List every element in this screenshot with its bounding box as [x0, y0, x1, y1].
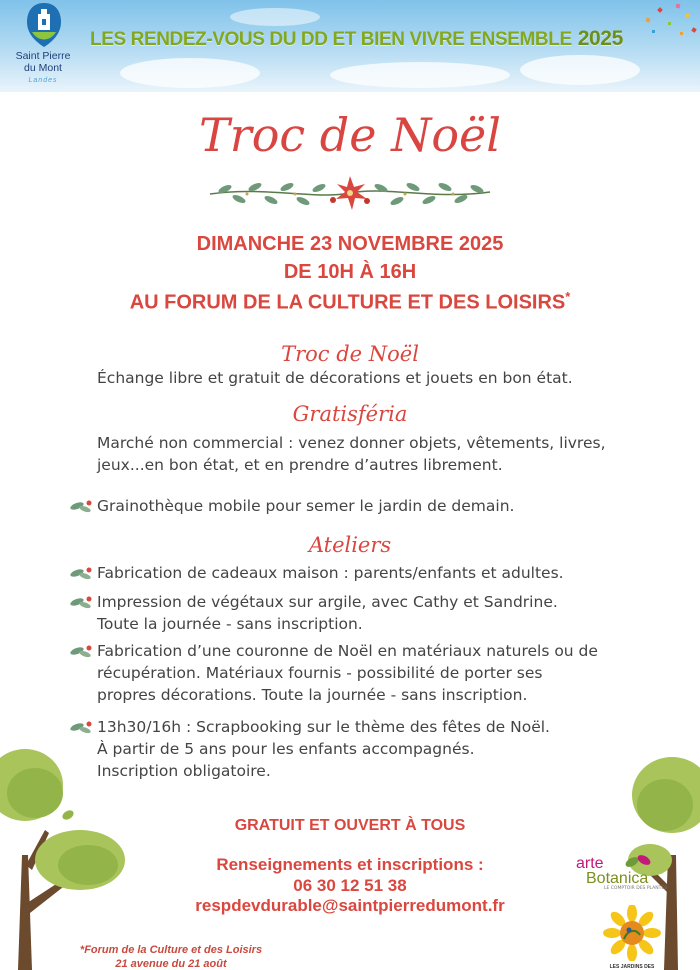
holly-bullet-icon	[70, 497, 94, 515]
atelier-4-line-3: Inscription obligatoire.	[97, 762, 271, 780]
holly-bullet-icon	[70, 593, 94, 611]
troc-description: Échange libre et gratuit de décorations et jouets en bon état.	[97, 369, 573, 387]
event-time: DE 10H À 16H	[283, 261, 417, 283]
arte-botanica-arte: arte	[576, 855, 604, 872]
atelier-3-line-2: récupération. Matériaux fournis - possibilité de porter ses	[97, 664, 543, 682]
atelier-item-3	[97, 640, 632, 706]
footnote-line-1: *Forum de la Culture et des Loisirs	[79, 944, 263, 956]
header-title	[90, 27, 670, 51]
atelier-2-line-2: Toute la journée - sans inscription.	[97, 615, 363, 633]
event-place-text: AU FORUM DE LA CULTURE ET DES LOISIRS	[129, 291, 566, 314]
atelier-4-line-1: 13h30/16h : Scrapbooking sur le thème des fêtes de Noël.	[97, 718, 550, 736]
atelier-1-line-1: Fabrication de cadeaux maison : parents/enfants et adultes.	[97, 564, 564, 582]
garland-icon	[205, 170, 495, 216]
city-logo[interactable]	[4, 0, 82, 90]
section-heading-ateliers: Ateliers	[308, 533, 392, 557]
atelier-4-line-2: À partir de 5 ans pour les enfants accompagnés.	[97, 740, 475, 758]
gratisferia-line-2: jeux...en bon état, et en prendre d’autres librement.	[97, 456, 503, 474]
atelier-3-line-1: Fabrication d’une couronne de Noël en matériaux naturels ou de	[97, 642, 598, 660]
city-name-line2: du Mont	[24, 62, 62, 74]
atelier-item-2	[97, 591, 632, 635]
header-title-text: LES RENDEZ-VOUS DU DD ET BIEN VIVRE ENSEMBLE	[90, 29, 572, 50]
atelier-3-line-3: propres décorations. Toute la journée - sans inscription.	[97, 686, 528, 704]
city-region: Landes	[28, 77, 58, 84]
atelier-2-line-1: Impression de végétaux sur argile, avec Cathy et Sandrine.	[97, 593, 558, 611]
contact-email[interactable]: respdevdurable@saintpierredumont.fr	[195, 896, 505, 915]
city-name-line1: Saint Pierre	[15, 50, 71, 62]
sunflower-logo-icon	[602, 905, 662, 961]
tree-illustration-left	[0, 735, 130, 970]
header-banner	[0, 0, 700, 92]
holly-bullet-icon	[70, 718, 94, 736]
contact-phone[interactable]: 06 30 12 51 38	[293, 876, 407, 895]
footnote-line-2: 21 avenue du 21 août	[115, 958, 227, 970]
header-year: 2025	[577, 27, 623, 50]
city-name	[4, 50, 82, 74]
arte-botanica-logo[interactable]	[576, 856, 686, 891]
event-place	[0, 289, 700, 315]
atelier-item-4	[97, 716, 632, 782]
arte-botanica-botanica: Botanica	[586, 870, 649, 887]
arte-botanica-tagline: LE COMPTOIR DES PLANTES	[604, 886, 668, 891]
city-logo-icon	[26, 2, 62, 48]
free-entry-label: GRATUIT ET OUVERT À TOUS	[234, 817, 466, 834]
jardins-logo[interactable]	[602, 905, 662, 970]
event-place-mark: *	[565, 289, 571, 304]
holly-bullet-icon	[70, 564, 94, 582]
jardins-name: LES JARDINS DES	[609, 964, 655, 970]
event-title: Troc de Noël	[199, 108, 501, 162]
section-heading-troc: Troc de Noël	[281, 342, 419, 366]
confetti-decoration	[640, 0, 700, 40]
gratisferia-description	[97, 432, 632, 476]
gratisferia-line-1: Marché non commercial : venez donner objets, vêtements, livres,	[97, 434, 606, 452]
event-date: DIMANCHE 23 NOVEMBRE 2025	[196, 233, 504, 255]
section-heading-gratisferia: Gratisféria	[292, 402, 408, 426]
grainotheque-item: Grainothèque mobile pour semer le jardin de demain.	[97, 497, 515, 515]
contact-label: Renseignements et inscriptions :	[216, 855, 484, 874]
holly-bullet-icon	[70, 642, 94, 660]
leaf-icon	[624, 852, 654, 870]
atelier-item-1	[97, 562, 632, 584]
